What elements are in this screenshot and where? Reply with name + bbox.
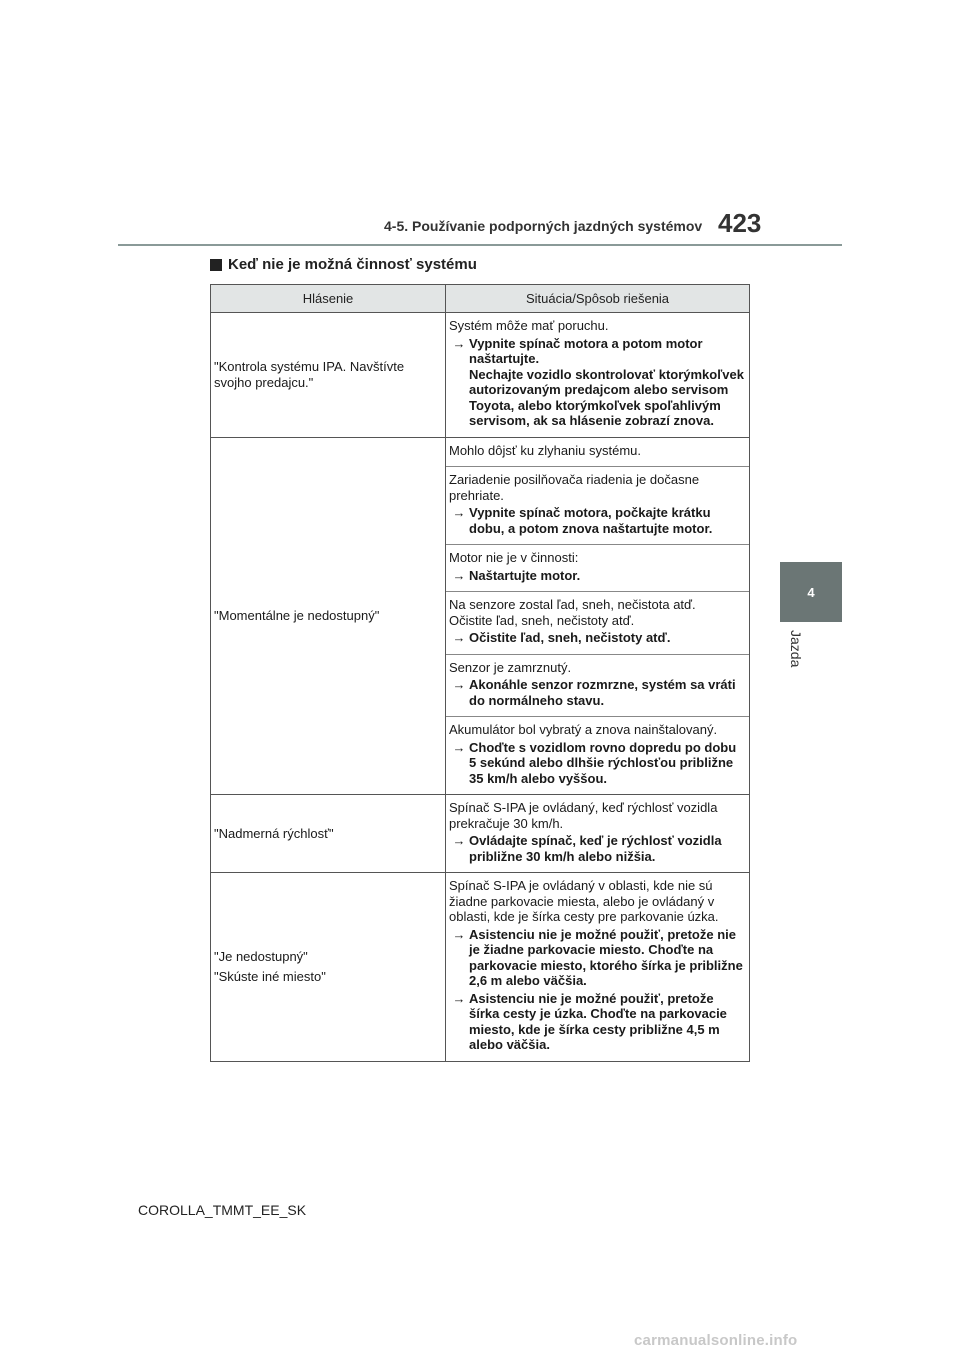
table-row [211,795,750,873]
table-row [211,313,750,438]
message-cell [211,313,446,438]
situation-text: Zariadenie posilňovača riadenia je dočasne prehriate. [449,472,700,503]
document-code: COROLLA_TMMT_EE_SK [138,1202,307,1218]
situation-block [446,873,749,1061]
table-header-row [211,285,750,313]
table-row [211,873,750,1062]
message-cell [211,795,446,873]
situation-block [446,466,749,544]
situation-block [446,591,749,654]
action-text: Vypnite spínač motora, počkajte krátku dobu, a potom znova naštartujte motor. [469,505,713,536]
situation-text: Akumulátor bol vybratý a znova nainštalovaný. [449,722,718,737]
arrow-right-icon: → [452,739,466,755]
situation-block [446,313,749,437]
solution-cell [446,795,750,873]
watermark: carmanualsonline.info [634,1332,798,1349]
message-text: "Nadmerná rýchlosť" [214,825,334,841]
action-text: Asistenciu nie je možné použiť, pretože nie je žiadne parkovacie miesto. Choďte na parkovacie miesto, ktorého šírka je približne 2,6 m alebo väčšia. [469,926,743,988]
solution-cell [446,437,750,795]
situation-block [446,438,749,467]
action-text: Naštartujte motor. [469,567,581,583]
page-number: 423 [718,208,762,238]
message-text: "Kontrola systému IPA. Navštívte svojho predajcu." [214,359,405,390]
action-step [449,740,746,787]
table-row [211,437,750,795]
action-step [449,568,746,584]
action-step [449,833,746,864]
message-text: "Momentálne je nedostupný" [214,608,380,623]
square-bullet-icon [210,259,222,271]
arrow-right-icon: → [452,677,466,692]
arrow-right-icon: → [452,926,466,942]
action-text: Asistenciu nie je možné použiť, pretože šírka cesty je úzka. Choďte na parkovacie miesto, kde je šírka cesty približne 4,5 m alebo väčšia. [469,990,727,1052]
section-heading [210,256,477,273]
situation-block [446,654,749,717]
arrow-right-icon: → [452,990,466,1006]
action-text: Ovládajte spínač, keď je rýchlosť vozidla približne 30 km/h alebo nižšia. [469,833,722,864]
situation-text: Motor nie je v činnosti: [449,550,579,565]
chapter-section-title: 4-5. Používanie podporných jazdných systémov [384,218,703,234]
message-cell [211,437,446,795]
column-header-message: Hlásenie [211,285,446,313]
arrow-right-icon: → [452,833,466,848]
table-body [211,313,750,1062]
action-text: Vypnite spínač motora a potom motor naštartujte. Nechajte vozidlo skontrolovať ktorýmkoľvek autorizovaným predajcom alebo servisom Toyota, alebo ktorýmkoľvek spoľahlivým servisom, ak sa hlásenie zobrazí znova. [469,335,744,428]
arrow-right-icon: → [452,505,466,520]
action-step [449,677,746,708]
action-step [449,991,746,1053]
chapter-tab-label: Jazda [788,630,804,668]
message-cell [211,873,446,1062]
message-table [210,284,750,1062]
situation-block [446,795,749,872]
solution-cell [446,873,750,1062]
situation-text: Senzor je zamrznutý. [449,659,572,675]
arrow-right-icon: → [452,335,466,351]
action-step [449,927,746,989]
header-divider [118,244,842,246]
situation-text: Spínač S-IPA je ovládaný v oblasti, kde nie sú žiadne parkovacie miesta, alebo je ovládaný v oblasti, kde je šírka cesty pre parkovanie úzka. [449,878,719,924]
situation-text: Na senzore zostal ľad, sneh, nečistota atď. Očistite ľad, sneh, nečistoty atď. [449,597,696,628]
action-text: Akonáhle senzor rozmrzne, systém sa vráti do normálneho stavu. [469,677,736,708]
column-header-solution: Situácia/Spôsob riešenia [446,285,750,313]
action-step [449,505,746,536]
situation-block [446,544,749,591]
action-text: Choďte s vozidlom rovno dopredu po dobu 5 sekúnd alebo dlhšie rýchlosťou približne 35 km/h alebo vyššou. [469,739,737,786]
message-text: "Skúste iné miesto" [214,968,326,984]
situation-text: Spínač S-IPA je ovládaný, keď rýchlosť vozidla prekračuje 30 km/h. [449,800,718,831]
action-text: Očistite ľad, sneh, nečistoty atď. [469,630,671,645]
arrow-right-icon: → [452,630,466,645]
action-step [449,336,746,429]
solution-cell [446,313,750,438]
action-step [449,630,746,646]
chapter-tab[interactable]: 4 [780,562,842,622]
message-text: "Je nedostupný" [214,949,308,965]
situation-text: Mohlo dôjsť ku zlyhaniu systému. [449,442,642,458]
arrow-right-icon: → [452,567,466,583]
section-heading-text: Keď nie je možná činnosť systému [228,256,477,273]
situation-text: Systém môže mať poruchu. [449,318,609,333]
situation-block [446,716,749,794]
